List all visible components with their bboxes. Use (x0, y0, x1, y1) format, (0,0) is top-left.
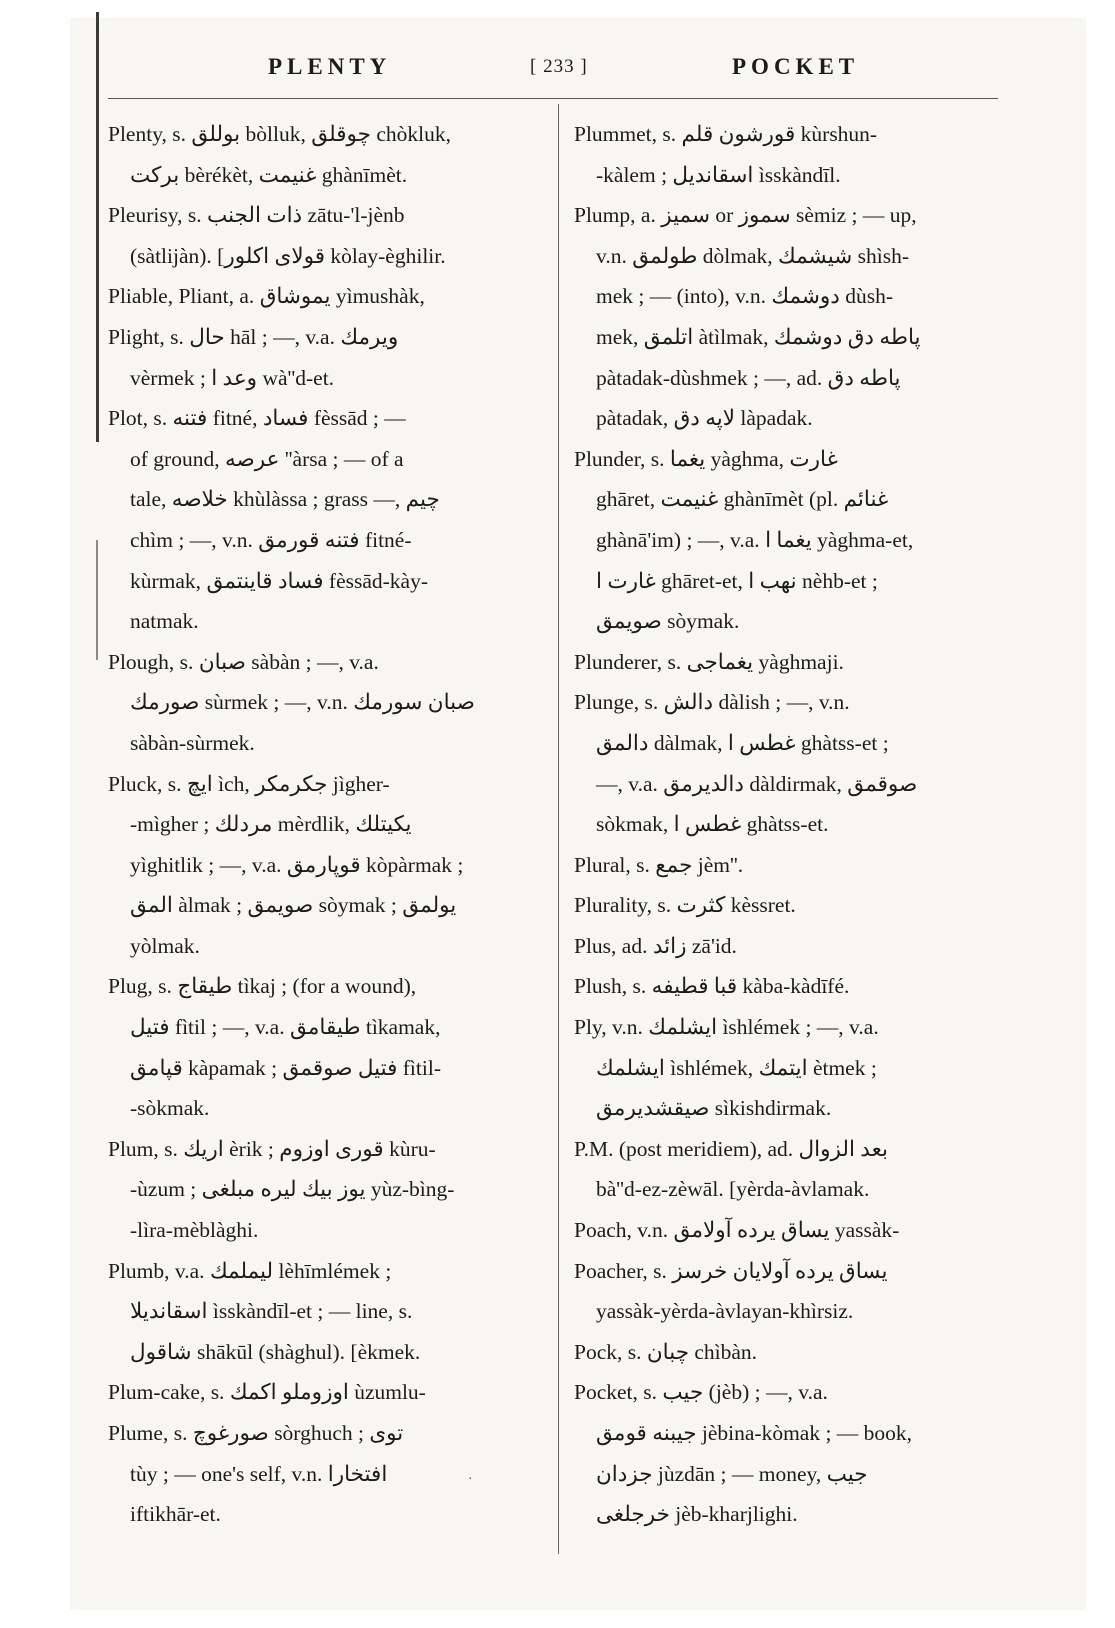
dictionary-line: صيقشديرمق sìkishdirmak. (596, 1096, 832, 1121)
dictionary-line: mek, اتلمق àtìlmak, پاطه دق دوشمك (596, 324, 921, 349)
column-divider (558, 104, 559, 1554)
dictionary-line: Plunge, s. دالش dàlish ; —, v.n. (574, 690, 850, 715)
left-column (108, 114, 540, 1535)
dictionary-line: Plush, s. قبا قطيفه kàba-kàdīfé. (574, 974, 850, 999)
header-rule (108, 98, 998, 99)
dictionary-line: vèrmek ; وعد ا wà''d-et. (130, 365, 335, 390)
dictionary-line: المق àlmak ; صويمق sòymak ; يولمق (130, 893, 457, 918)
dictionary-line: جيبنه قومق jèbina-kòmak ; — book, (596, 1421, 913, 1445)
dictionary-line: (sàtlijàn). [قولاى اكلور kòlay-èghilir. (130, 243, 446, 268)
dictionary-line: Plumb, v.a. ليملمك lèhīmlémek ; (108, 1258, 392, 1283)
dictionary-line: بركت bèrékèt, غنيمت ghànīmèt. (130, 162, 408, 187)
dictionary-line: فتيل fìtil ; —, v.a. طيقامق tìkamak, (130, 1015, 441, 1040)
dictionary-line: Plurality, s. كثرت kèssret. (574, 893, 796, 918)
dictionary-line: اسقانديلا ìsskàndīl-et ; — line, s. (130, 1299, 413, 1324)
dictionary-line: Pliable, Pliant, a. يموشاق yìmushàk, (108, 284, 425, 309)
dictionary-line: kùrmak, فساد قاينتمق fèssād-kày- (130, 568, 429, 593)
dictionary-line: Plump, a. سميز or سموز sèmiz ; — up, (574, 203, 917, 228)
dictionary-line: ايشلمك ìshlémek, ايتمك ètmek ; (596, 1055, 877, 1080)
right-column (574, 114, 992, 1535)
binding-edge-lower (96, 540, 98, 660)
dictionary-line: Plough, s. صبان sàbàn ; —, v.a. (108, 649, 379, 674)
dictionary-line: Plural, s. جمع jèm''. (574, 852, 744, 877)
dictionary-line: yassàk-yèrda-àvlayan-khìrsiz. (596, 1299, 854, 1324)
dictionary-line: شاقول shākūl (shàghul). [èkmek. (130, 1339, 421, 1364)
dictionary-line: v.n. طولمق dòlmak, شيشمك shìsh- (596, 243, 909, 268)
dictionary-line: Plum-cake, s. اوزوملو اكمك ùzumlu- (108, 1380, 426, 1405)
dictionary-line: صويمق sòymak. (596, 609, 740, 634)
page-number: [ 233 ] (530, 56, 588, 77)
dictionary-line: ghànā'im) ; —, v.a. يغما ا yàghma-et, (596, 527, 914, 552)
dictionary-line: —, v.a. دالديرمق dàldirmak, صوقمق (596, 771, 918, 796)
dictionary-line: Pleurisy, s. ذات الجنب zātu-'l-jènb (108, 203, 405, 228)
dictionary-line: natmak. (130, 609, 199, 634)
dictionary-line: mek ; — (into), v.n. دوشمك dùsh- (596, 284, 894, 309)
dictionary-line: Poach, v.n. يساق يرده آولامق yassàk- (574, 1218, 900, 1243)
dictionary-line: -kàlem ; اسقانديل ìsskàndīl. (596, 162, 841, 187)
dictionary-line: sòkmak, غطس ا ghàtss-et. (596, 812, 829, 837)
dictionary-line: Pocket, s. جيب (jèb) ; —, v.a. (574, 1380, 828, 1405)
running-head (0, 54, 1115, 86)
dictionary-line: Poacher, s. يساق يرده آولايان خرسز (574, 1258, 888, 1283)
dictionary-line: chìm ; —, v.n. فتنه قورمق fitné- (130, 527, 412, 552)
dictionary-line: yòlmak. (130, 933, 200, 958)
dictionary-line: Plug, s. طيقاج tìkaj ; (for a wound), (108, 974, 417, 999)
dictionary-line: Plummet, s. قورشون قلم kùrshun- (574, 122, 878, 146)
dictionary-line: Pock, s. چبان chìbàn. (574, 1339, 758, 1364)
dictionary-line: Plunderer, s. يغماجى yàghmaji. (574, 649, 844, 674)
dictionary-line: دالمق dàlmak, غطس ا ghàtss-et ; (596, 730, 889, 755)
dictionary-line: قپامق kàpamak ; فتيل صوقمق fìtil- (130, 1055, 441, 1080)
dictionary-line: iftikhār-et. (130, 1502, 221, 1527)
dictionary-line: Pluck, s. ايچ ìch, جكرمكر jìgher- (108, 771, 390, 796)
dictionary-line: tale, خلاصه khùlàssa ; grass —, چيم (130, 487, 440, 512)
dictionary-line: Plum, s. اريك èrik ; قورى اوزوم kùru- (108, 1136, 436, 1161)
dictionary-line: صورمك sùrmek ; —, v.n. صبان سورمك (130, 690, 475, 715)
dictionary-line: yìghitlik ; —, v.a. قوپارمق kòpàrmak ; (130, 852, 464, 877)
dictionary-line: Ply, v.n. ايشلمك ìshlémek ; —, v.a. (574, 1015, 879, 1040)
dictionary-line: Plight, s. حال hāl ; —, v.a. ويرمك (108, 324, 399, 349)
stray-mark: · (468, 1472, 473, 1487)
dictionary-line: pàtadak, لاپه دق làpadak. (596, 406, 813, 431)
dictionary-line: sàbàn-sùrmek. (130, 730, 255, 755)
dictionary-line: Plot, s. فتنه fitné, فساد fèssād ; — (108, 406, 406, 431)
dictionary-line: -sòkmak. (130, 1096, 210, 1121)
dictionary-line: bà''d-ez-zèwāl. [yèrda-àvlamak. (596, 1177, 870, 1202)
dictionary-line: of ground, عرصه ''àrsa ; — of a (130, 446, 404, 471)
dictionary-line: -ùzum ; يوز بيك ليره مبلغى yùz-bìng- (130, 1177, 455, 1202)
dictionary-line: Plume, s. صورغوچ sòrghuch ; توى (108, 1421, 404, 1445)
dictionary-line: -lìra-mèblàghi. (130, 1218, 259, 1243)
running-head-left: PLENTY (268, 54, 392, 79)
dictionary-line: خرجلغى jèb-kharjlighi. (596, 1502, 798, 1527)
dictionary-line: Plus, ad. زائد zā'id. (574, 933, 737, 958)
dictionary-line: جزدان jùzdān ; — money, جيب (596, 1461, 868, 1486)
dictionary-line: pàtadak-dùshmek ; —, ad. پاطه دق (596, 365, 901, 390)
dictionary-line: غارت ا ghāret-et, نهب ا nèhb-et ; (596, 568, 878, 593)
dictionary-line: -mìgher ; مردلك mèrdlik, يكيتلك (130, 812, 412, 837)
running-head-right: POCKET (732, 54, 860, 79)
dictionary-line: ghāret, غنيمت ghànīmèt (pl. غنائم (596, 487, 889, 512)
dictionary-line: tùy ; — one's self, v.n. افتخارا (130, 1461, 388, 1486)
dictionary-line: Plenty, s. بوللق bòlluk, چوقلق chòkluk, (108, 122, 451, 146)
dictionary-line: P.M. (post meridiem), ad. بعد الزوال (574, 1136, 888, 1161)
dictionary-line: Plunder, s. يغما yàghma, غارت (574, 446, 838, 471)
